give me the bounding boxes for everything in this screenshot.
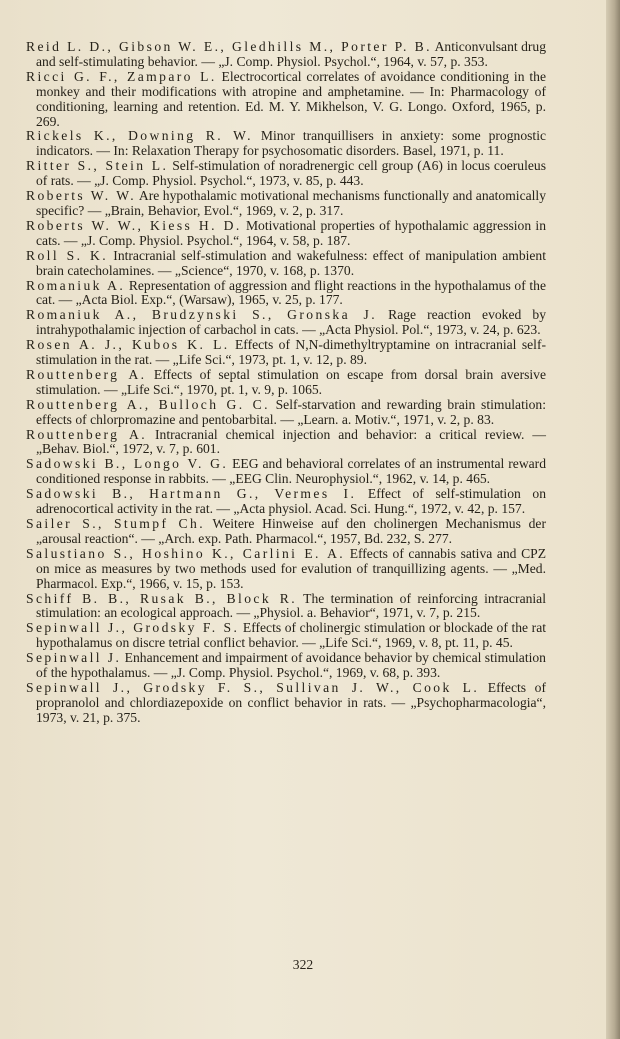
reference-entry (26, 621, 546, 651)
reference-text: Are hypothalamic motivational mechanisms functionally and anatomically specific? — „Brain, Behavior, Evol.“, 1969, v. 2, p. 317. (36, 188, 546, 218)
reference-entry (26, 279, 546, 309)
reference-text: Effects of N,N-dimethyltryptamine on intracranial self-stimulation in the rat. — „Life Sci.“, 1973, pt. 1, v. 12, p. 89. (36, 337, 547, 368)
reference-entry (26, 249, 546, 279)
reference-authors: Rosen A. J., Kubos K. L. (26, 337, 230, 353)
reference-entry (26, 129, 546, 159)
reference-authors: Reid L. D., Gibson W. E., Gledhills M., Porter P. B. (26, 39, 432, 54)
reference-text: Intracranial chemical injection and behavior: a critical review. — „Behav. Biol.“, 1972, v. 7, p. 601. (36, 426, 547, 457)
reference-entry (26, 681, 546, 726)
reference-text: Effects of septal stimulation on escape from dorsal brain aversive stimulation. — „Life Sci.“, 1970, pt. 1, v. 9, p. 1065. (36, 366, 546, 397)
reference-entry (26, 487, 546, 517)
reference-text: Intracranial self-stimulation and wakefulness: effect of manipulation ambient brain catecholamines. — „Science“, 1970, v. 168, p. 1370. (36, 247, 547, 278)
reference-text: Rage reaction evoked by intrahypothalamic injection of carbachol in cats. — „Acta Physiol. Pol.“, 1973, v. 24, p. 623. (36, 307, 546, 338)
reference-entry (26, 189, 546, 219)
reference-authors: Schiff B. B., Rusak B., Block R. (26, 590, 298, 606)
reference-authors: Sepinwall J., Grodsky F. S. (26, 620, 240, 636)
page-number: 322 (292, 957, 314, 972)
reference-text: Anticonvulsant drug and self-stimulating behavior. — „J. Comp. Physiol. Psychol.“, 1964, v. 57, p. 353. (36, 39, 547, 69)
reference-text: Self-starvation and rewarding brain stimulation: effects of chlorpromazine and pentobarbital. — „Learn. a. Motiv.“, 1971, v. 2, p. 83. (36, 396, 546, 427)
reference-text: Enhancement and impairment of avoidance behavior by chemical stimulation of the hypothalamus. — „J. Comp. Physiol. Psychol.“, 1969, v. 68, p. 393. (36, 650, 546, 681)
reference-authors: Roberts W. W., Kiess H. D. (26, 217, 242, 233)
reference-text: The termination of reinforcing intracranial stimulation: an ecological approach. — „Physiol. a. Behavior“, 1971, v. 7, p. 215. (36, 590, 546, 621)
reference-text: Effect of self-stimulation on adrenocortical activity in the rat. — „Acta physiol. Acad. Sci. Hung.“, 1972, v. 42, p. 157. (36, 486, 547, 517)
reference-text: Weitere Hinweise auf den cholinergen Mechanismus der „arousal reaction“. — „Arch. exp. Path. Pharmacol.“, 1957, Bd. 232, S. 277. (36, 516, 546, 546)
reference-authors: Sepinwall J. (26, 650, 122, 666)
reference-entry (26, 517, 546, 547)
reference-authors: Roll S. K. (26, 247, 109, 263)
reference-authors: Romaniuk A., Brudzynski S., Gronska J. (26, 307, 378, 323)
reference-authors: Ritter S., Stein L. (26, 158, 169, 174)
reference-list (26, 40, 546, 726)
reference-entry (26, 651, 546, 681)
reference-entry (26, 40, 546, 70)
reference-authors: Routtenberg A. (26, 366, 147, 382)
reference-text: Effects of propranolol and chlordiazepoxide on conflict behavior in rats. — „Psychopharmacologia“, 1973, v. 21, p. 375. (36, 679, 546, 725)
reference-text: Motivational properties of hypothalamic aggression in cats. — „J. Comp. Physiol. Psychol.“, 1964, v. 58, p. 187. (36, 217, 547, 248)
reference-text: Electrocortical correlates of avoidance conditioning in the monkey and their modifications with atropine and amphetamine. — In: Pharmacology of conditioning, learning and retention. Ed. M. Y. Mikhelson, V. G. Longo. Oxford, 1965, p. 269. (36, 68, 546, 129)
reference-entry (26, 219, 546, 249)
reference-entry (26, 159, 546, 189)
reference-authors: Routtenberg A., Bulloch G. C. (26, 396, 270, 412)
reference-text: Self-stimulation of noradrenergic cell group (A6) in locus coeruleus of rats. — „J. Comp. Physiol. Psychol.“, 1973, v. 85, p. 443. (36, 158, 546, 189)
reference-authors: Roberts W. W. (26, 188, 137, 204)
reference-authors: Sailer S., Stumpf Ch. (26, 516, 205, 531)
reference-entry (26, 592, 546, 622)
reference-authors: Sadowski B., Hartmann G., Vermes I. (26, 486, 357, 502)
reference-text: EEG and behavioral correlates of an instrumental reward conditioned response in rabbits. — „EEG Clin. Neurophysiol.“, 1962, v. 14, p. 465. (36, 456, 546, 487)
reference-entry (26, 398, 546, 428)
reference-authors: Sepinwall J., Grodsky F. S., Sullivan J. W., Cook L. (26, 679, 480, 695)
reference-authors: Romaniuk A. (26, 277, 126, 293)
reference-entry (26, 368, 546, 398)
reference-authors: Routtenberg A. (26, 426, 148, 442)
reference-authors: Ricci G. F., Zamparo L. (26, 68, 217, 84)
reference-entry (26, 70, 546, 130)
reference-entry (26, 428, 546, 458)
reference-authors: Salustiano S., Hoshino K., Carlini E. A. (26, 545, 346, 561)
reference-entry (26, 547, 546, 592)
reference-entry (26, 338, 546, 368)
reference-authors: Rickels K., Downing R. W. (26, 128, 253, 144)
reference-text: Effects of cannabis sativa and CPZ on mice as measures by two methods used for evalution of tranquillizing agents. — „Med. Pharmacol. Exp.“, 1966, v. 15, p. 153. (36, 545, 546, 591)
book-spine-edge (606, 0, 620, 1039)
reference-text: Representation of aggression and flight reactions in the hypothalamus of the cat. — „Acta Biol. Exp.“, (Warsaw), 1965, v. 25, p. 177. (36, 277, 546, 308)
reference-authors: Sadowski B., Longo V. G. (26, 456, 229, 472)
reference-entry (26, 308, 546, 338)
reference-entry (26, 457, 546, 487)
reference-text: Effects of cholinergic stimulation or blockade of the rat hypothalamus on discre tetrial conflict behavior. — „Life Sci.“, 1969, v. 8, pt. 11, p. 45. (36, 620, 547, 651)
reference-text: Minor tranquillisers in anxiety: some prognostic indicators. — In: Relaxation Therapy for psychosomatic disorders. Basel, 1971, p. 11. (36, 128, 547, 159)
